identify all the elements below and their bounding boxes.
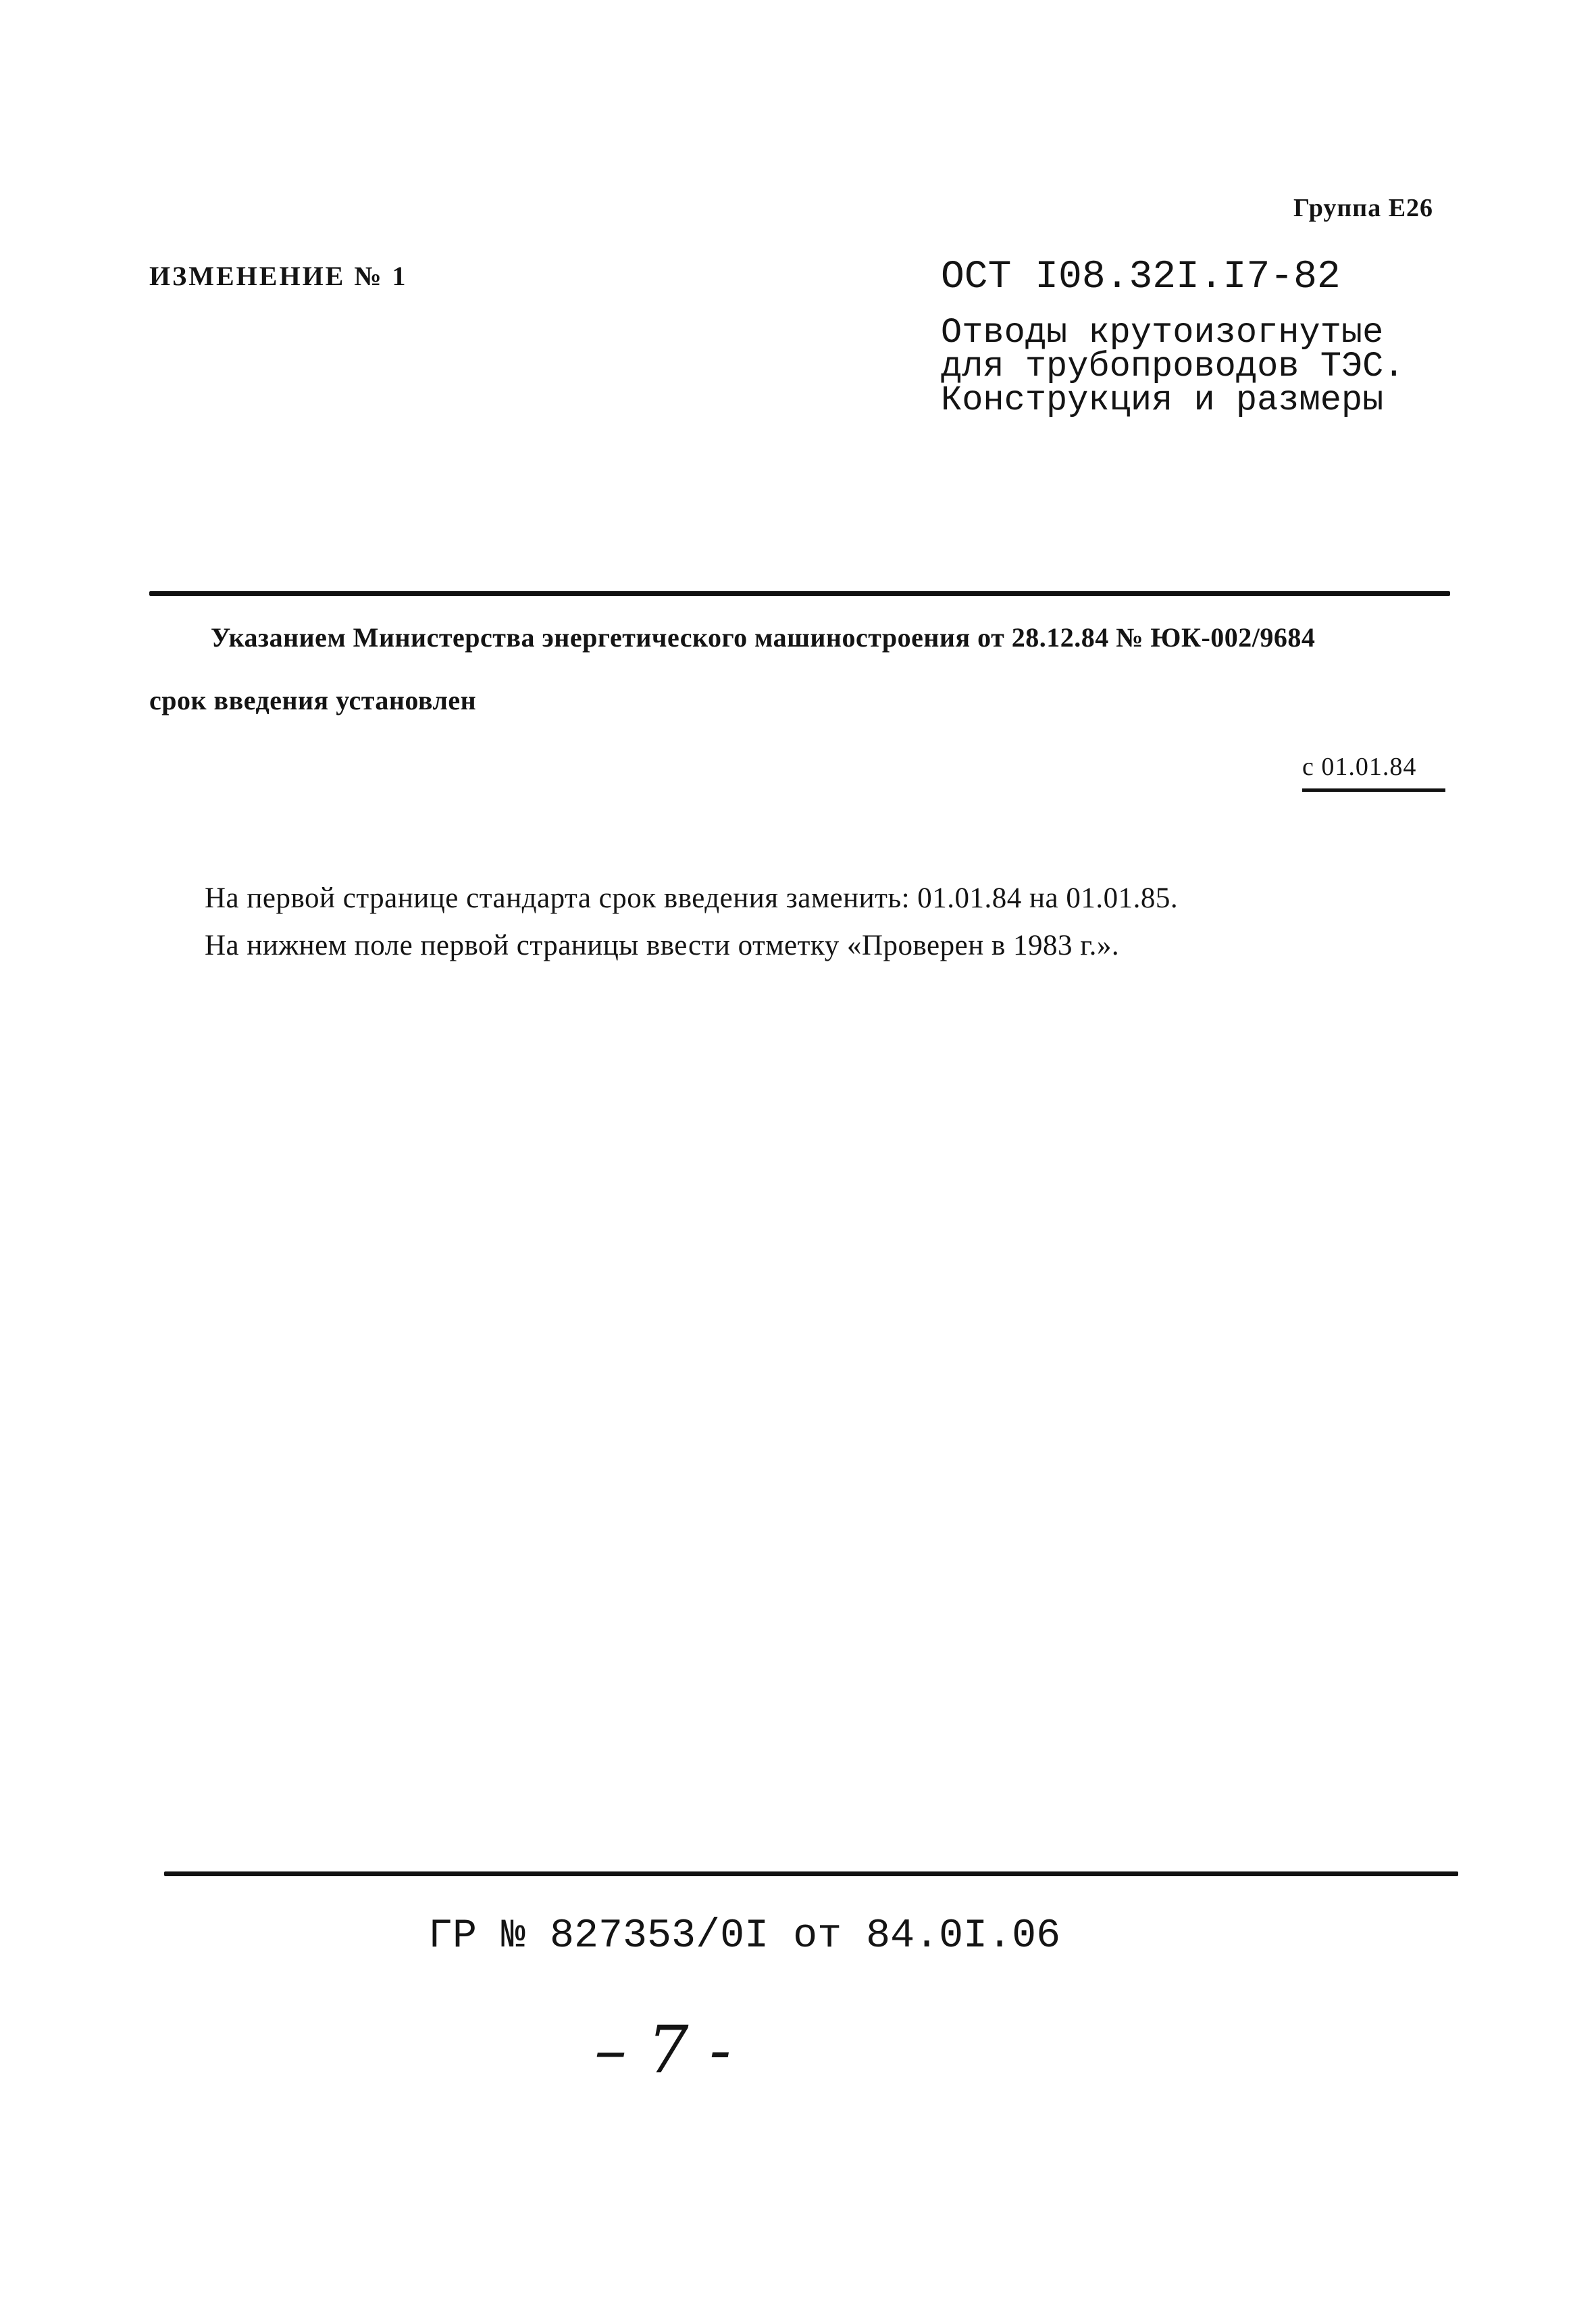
body-paragraph: На нижнем поле первой страницы ввести отметку «Проверен в 1983 г.». [205,930,1120,961]
change-number-heading: ИЗМЕНЕНИЕ № 1 [149,261,408,291]
standard-title [941,313,1405,420]
registration-number: ГР № 827353/0I от 84.0I.06 [428,1913,1061,1959]
standard-title-line: для трубопроводов ТЭС. [941,347,1405,386]
effective-date-underline [1302,788,1445,792]
bottom-divider [164,1871,1458,1876]
standard-title-line: Конструкция и размеры [941,380,1384,420]
standard-title-line: Отводы крутоизогнутые [941,313,1384,353]
page-number: – 7 - [594,2012,731,2088]
directive-text-continued: срок введения установлен [149,685,477,715]
directive-text: Указанием Министерства энергетического машиностроения от 28.12.84 № ЮК-002/9684 [211,622,1316,653]
top-divider [149,591,1450,596]
body-paragraph: На первой странице стандарта срок введения заменить: 01.01.84 на 01.01.85. [205,882,1179,914]
group-label: Группа Е26 [1293,194,1434,222]
effective-date: с 01.01.84 [1302,753,1417,781]
standard-code: ОСТ I08.32I.I7-82 [941,255,1341,299]
